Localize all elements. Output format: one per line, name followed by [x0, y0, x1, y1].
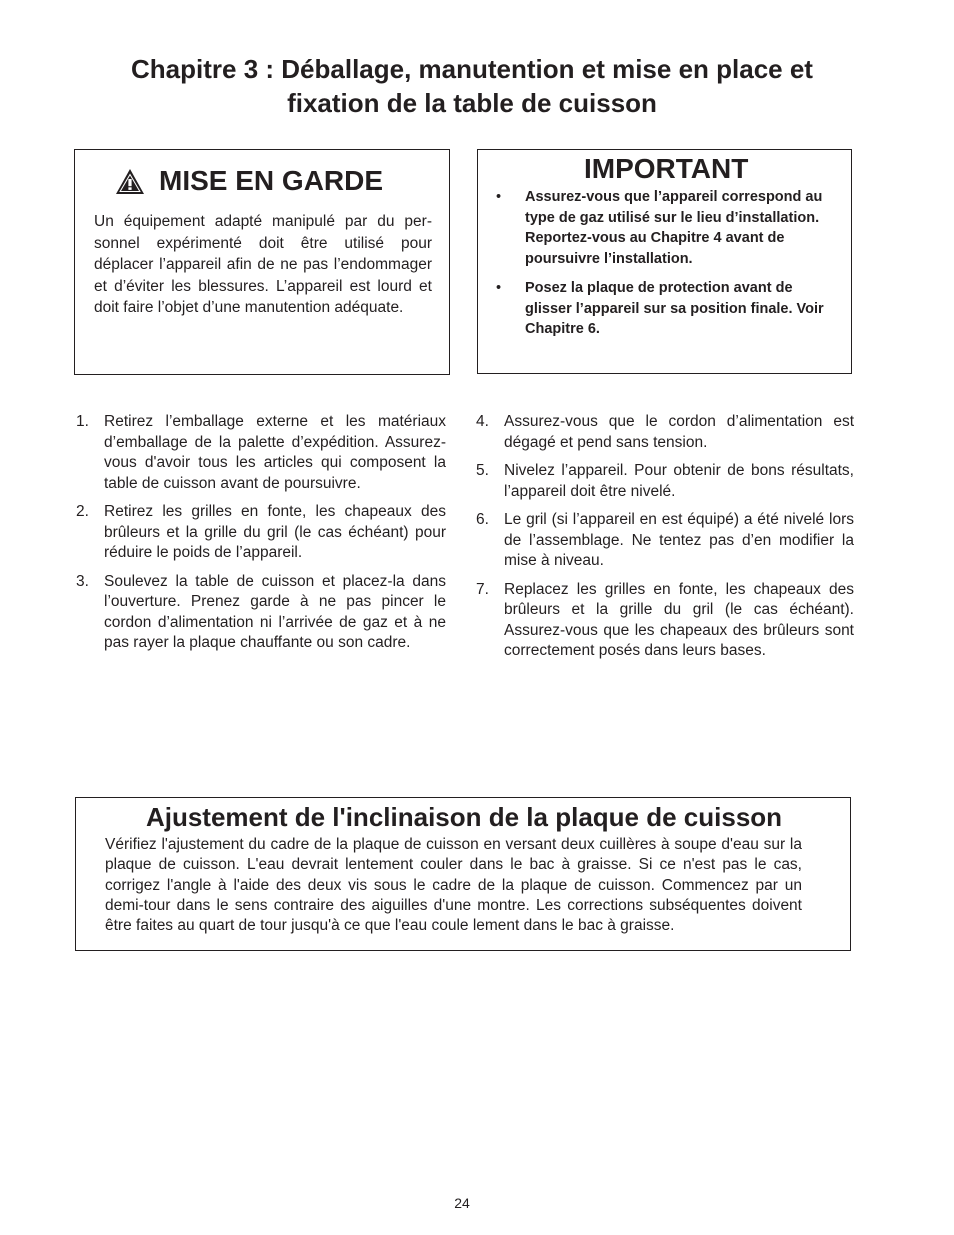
step-number: 1. — [76, 413, 89, 430]
chapter-title — [80, 52, 864, 120]
important-item-text: Assurez-vous que l’appareil correspond au type de gaz utilisé sur le lieu d’installation. Reportez-vous au Chapitre 4 avant de poursuivre l’installation. — [525, 189, 823, 267]
step-number: 2. — [76, 503, 89, 520]
important-list — [496, 187, 836, 349]
step-text: Soulevez la table de cuisson et placez-la dans l’ouverture. Prenez garde à ne pas pincer le cordon d’alimentation ni l’arrivée de gaz et à ne pas rayer la plaque chauffante ou son cadre. — [104, 572, 446, 651]
step-text: Nivelez l’appareil. Pour obtenir de bons résultats, l’appareil doit être nivelé. — [504, 462, 854, 500]
adjustment-text: Vérifiez l'ajustement du cadre de la plaque de cuisson en versant deux cuillères à soupe d'eau sur la plaque de cuisson. L'eau devrait lentement couler dans le bac à graisse. Si ce n'est pas le cas, corrigez l'angle à l'aide des deux vis sous le cadre de la plaque de cuisson. Commencez par un demi-tour dans le sens contraire des aiguilles d'une montre. Les corrections subséquentes doivent être faites au quart de tour jusqu'à ce que l'eau coule lement dans le bac à graisse. — [105, 836, 802, 935]
adjustment-heading: Ajustement de l'inclinaison de la plaque de cuisson — [145, 802, 783, 832]
chapter-title-line-2: fixation de la table de cuisson — [287, 88, 657, 118]
step-item — [76, 412, 446, 494]
step-item — [76, 572, 446, 654]
steps-list-right — [476, 412, 854, 670]
bullet: • — [496, 189, 502, 205]
step-text: Le gril (si l’appareil en est équipé) a été nivelé lors de l’assemblage. Ne tentez pas d’en modifier la mise à niveau. — [504, 511, 854, 569]
page-number: 24 — [454, 1195, 470, 1211]
important-heading: IMPORTANT — [584, 153, 749, 184]
step-text: Assurez-vous que le cordon d’alimentation est dégagé et pend sans tension. — [504, 413, 854, 451]
step-item — [76, 502, 446, 564]
warning-text: Un équipement adapté manipulé par du per-sonnel expérimenté doit être utilisé pour déplacer l’appareil afin de ne pas l’endommager et d’éviter les blessures. L’appareil est lourd et doit faire l’objet d’une manutention adéquate. — [94, 213, 432, 316]
step-item — [476, 580, 854, 662]
step-number: 5. — [476, 462, 489, 479]
warning-header — [115, 164, 383, 198]
step-item — [476, 461, 854, 502]
step-text: Replacez les grilles en fonte, les chapeaux des brûleurs et la grille du gril (le cas échéant). Assurez-vous que les chapeaux des brûleurs sont correctement posés dans leurs bases. — [504, 580, 854, 659]
important-item-text: Posez la plaque de protection avant de glisser l’appareil sur sa position finale. Voir Chapitre 6. — [525, 280, 824, 337]
step-item — [476, 412, 854, 453]
steps-list-left — [76, 412, 446, 662]
warning-heading: MISE EN GARDE — [159, 165, 384, 196]
important-box — [477, 149, 852, 374]
step-number: 4. — [476, 413, 489, 430]
step-item — [476, 510, 854, 572]
warning-box — [74, 149, 450, 375]
adjustment-box — [75, 797, 851, 951]
step-number: 6. — [476, 511, 489, 528]
step-number: 3. — [76, 572, 89, 590]
step-number: 7. — [476, 580, 489, 598]
warning-triangle-icon — [115, 168, 145, 195]
important-item — [496, 278, 836, 340]
bullet: • — [496, 280, 502, 296]
step-text: Retirez l’emballage externe et les matériaux d’emballage de la palette d’expédition. Assurez-vous d'avoir tous les articles qui composent la table de cuisson avant de poursuivre. — [104, 413, 446, 492]
step-text: Retirez les grilles en fonte, les chapeaux des brûleurs et la grille du gril (le cas échéant) pour réduire le poids de l’appareil. — [104, 503, 446, 561]
chapter-title-line-1: Chapitre 3 : Déballage, manutention et mise en place et — [131, 54, 813, 84]
important-item — [496, 187, 836, 269]
